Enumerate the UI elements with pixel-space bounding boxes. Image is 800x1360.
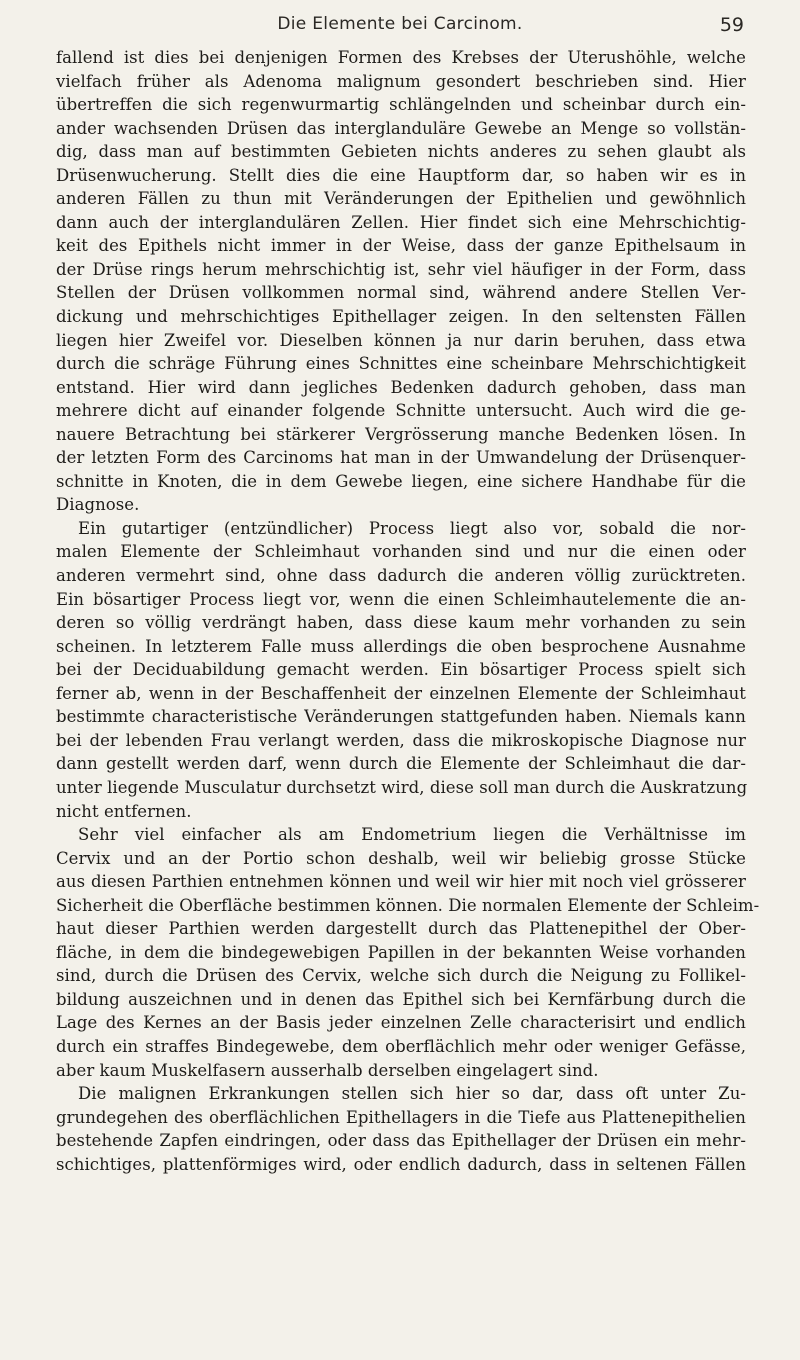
text-line: haut dieser Parthien werden dargestellt durch das Plattenepithel der Ober- [56, 919, 746, 939]
text-line: fallend ist dies bei denjenigen Formen des Krebses der Uterushöhle, welche [56, 48, 746, 67]
body-text [56, 46, 760, 1176]
text-line: liegen hier Zweifel vor. Dieselben können ja nur darin beruhen, dass etwa [56, 330, 746, 350]
text-line: nauere Betrachtung bei stärkerer Vergrösserung manche Bedenken lösen. In [56, 424, 746, 444]
header-title: Die Elemente bei Carcinom. [277, 14, 523, 34]
text-line: nicht entfernen. [56, 801, 192, 821]
text-line: Lage des Kernes an der Basis jeder einzelnen Zelle characterisirt und endlich [56, 1013, 746, 1033]
text-line: anderen vermehrt sind, ohne dass dadurch die anderen völlig zurücktreten. [56, 566, 746, 586]
text-line: Die malignen Erkrankungen stellen sich hier so dar, dass oft unter Zu- [78, 1084, 746, 1104]
text-line: mehrere dicht auf einander folgende Schnitte untersucht. Auch wird die ge- [56, 401, 746, 421]
text-line: bestimmte characteristische Veränderungen stattgefunden haben. Niemals kann [56, 707, 746, 727]
text-line: Sehr viel einfacher als am Endometrium liegen die Verhältnisse im [78, 825, 746, 845]
text-line: sind, durch die Drüsen des Cervix, welche sich durch die Neigung zu Follikel- [56, 966, 746, 986]
text-line: Cervix und an der Portio schon deshalb, weil wir beliebig grosse Stücke [56, 848, 746, 868]
text-line: der Drüse rings herum mehrschichtig ist, sehr viel häufiger in der Form, dass [56, 259, 746, 279]
text-line: übertreffen die sich regenwurmartig schlängelnden und scheinbar durch ein- [56, 95, 746, 115]
text-line: durch die schräge Führung eines Schnittes eine scheinbare Mehrschichtigkeit [56, 354, 746, 374]
page-number: 59 [719, 14, 744, 36]
text-line: dickung und mehrschichtiges Epithellager zeigen. In den seltensten Fällen [56, 307, 746, 327]
text-line: durch ein straffes Bindegewebe, dem oberflächlich mehr oder weniger Gefässe, [56, 1036, 746, 1056]
text-line: deren so völlig verdrängt haben, dass diese kaum mehr vorhanden zu sein [56, 613, 746, 633]
text-line: unter liegende Musculatur durchsetzt wird, diese soll man durch die Auskratzung [56, 777, 748, 797]
text-line: bestehende Zapfen eindringen, oder dass das Epithellager der Drüsen ein mehr- [56, 1131, 746, 1151]
text-line: malen Elemente der Schleimhaut vorhanden sind und nur die einen oder [56, 542, 746, 562]
text-line: schichtiges, plattenförmiges wird, oder endlich dadurch, dass in seltenen Fällen [56, 1154, 746, 1174]
text-line: bildung auszeichnen und in denen das Epithel sich bei Kernfärbung durch die [56, 989, 746, 1009]
text-line: aus diesen Parthien entnehmen können und weil wir hier mit noch viel grösserer [56, 872, 746, 892]
text-line: keit des Epithels nicht immer in der Weise, dass der ganze Epithelsaum in [56, 236, 746, 256]
text-line: bei der lebenden Frau verlangt werden, dass die mikroskopische Diagnose nur [56, 730, 746, 750]
text-line: aber kaum Muskelfasern ausserhalb derselben eingelagert sind. [56, 1060, 599, 1080]
text-line: Ein gutartiger (entzündlicher) Process liegt also vor, sobald die nor- [78, 518, 746, 538]
text-line: scheinen. In letzterem Falle muss allerdings die oben besprochene Ausnahme [56, 636, 746, 656]
text-line: der letzten Form des Carcinoms hat man in der Umwandelung der Drüsenquer- [56, 448, 746, 468]
text-line: Diagnose. [56, 495, 140, 515]
text-line: dann auch der interglandulären Zellen. Hier findet sich eine Mehrschichtig- [56, 212, 746, 232]
text-line: ander wachsenden Drüsen das interglanduläre Gewebe an Menge so vollstän- [56, 118, 746, 138]
running-header [0, 14, 800, 44]
text-line: Drüsenwucherung. Stellt dies die eine Hauptform dar, so haben wir es in [56, 165, 746, 185]
text-line: Stellen der Drüsen vollkommen normal sind, während andere Stellen Ver- [56, 283, 746, 303]
text-line: entstand. Hier wird dann jegliches Bedenken dadurch gehoben, dass man [56, 377, 746, 397]
text-line: dig, dass man auf bestimmten Gebieten nichts anderes zu sehen glaubt als [56, 142, 746, 162]
text-line: Ein bösartiger Process liegt vor, wenn die einen Schleimhautelemente die an- [56, 589, 746, 609]
text-line: grundegehen des oberflächlichen Epithellagers in die Tiefe aus Plattenepithelien [56, 1107, 746, 1127]
text-line: dann gestellt werden darf, wenn durch die Elemente der Schleimhaut die dar- [56, 754, 746, 774]
text-line: schnitte in Knoten, die in dem Gewebe liegen, eine sichere Handhabe für die [56, 471, 746, 491]
text-line: anderen Fällen zu thun mit Veränderungen der Epithelien und gewöhnlich [56, 189, 746, 209]
text-line: Sicherheit die Oberfläche bestimmen können. Die normalen Elemente der Schleim- [56, 895, 760, 915]
text-line: ferner ab, wenn in der Beschaffenheit der einzelnen Elemente der Schleimhaut [56, 683, 746, 703]
text-line: bei der Deciduabildung gemacht werden. Ein bösartiger Process spielt sich [56, 660, 746, 680]
text-line: fläche, in dem die bindegewebigen Papillen in der bekannten Weise vorhanden [56, 942, 746, 962]
text-line: vielfach früher als Adenoma malignum gesondert beschrieben sind. Hier [56, 71, 746, 91]
